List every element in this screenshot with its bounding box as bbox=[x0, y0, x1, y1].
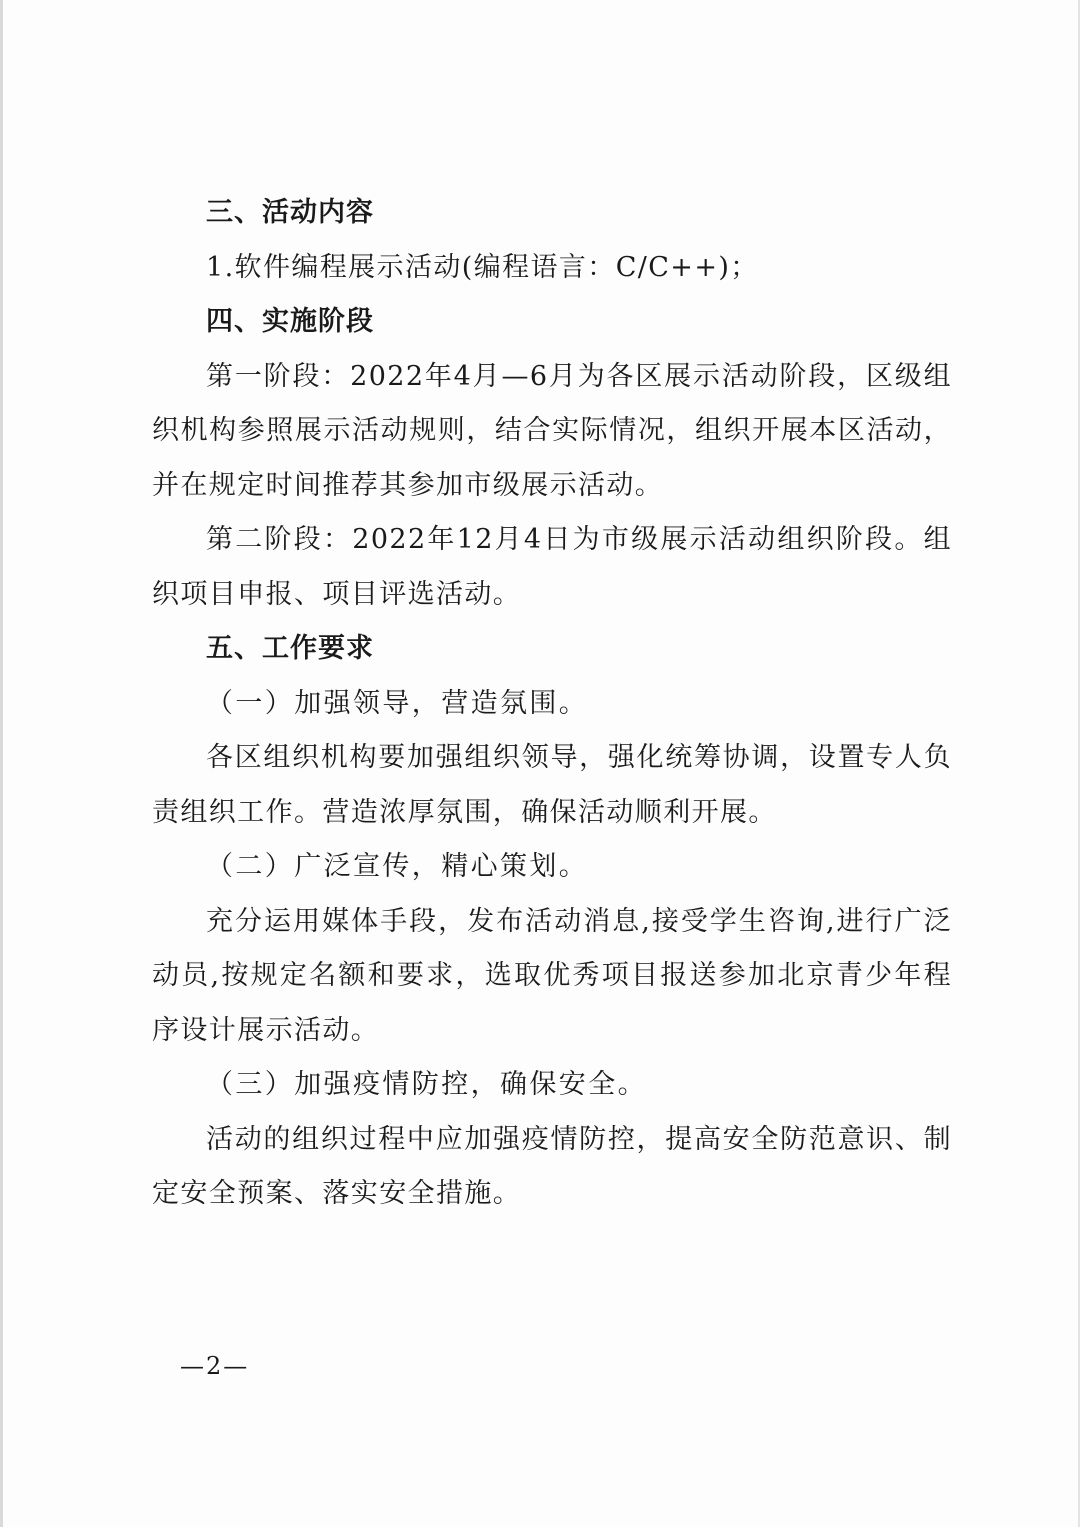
page-edge-left bbox=[0, 0, 3, 1527]
paragraph-epidemic-prevention: 活动的组织过程中应加强疫情防控，提高安全防范意识、制定安全预案、落实安全措施。 bbox=[152, 1123, 952, 1209]
paragraph-stage-one: 第一阶段：2022年4月—6月为各区展示活动阶段，区级组织机构参照展示活动规则，结合实际情况，组织开展本区活动，并在规定时间推荐其参加市级展示活动。 bbox=[152, 360, 952, 501]
paragraph-activity-item-1: 1.软件编程展示活动(编程语言：C/C++)； bbox=[206, 251, 759, 283]
page-number: —2— bbox=[180, 1352, 250, 1380]
section-heading-activity-content: 三、活动内容 bbox=[206, 197, 374, 228]
subheading-leadership: （一）加强领导，营造氛围。 bbox=[206, 687, 589, 719]
document-body bbox=[152, 186, 952, 1222]
subheading-publicity: （二）广泛宣传，精心策划。 bbox=[206, 851, 589, 882]
section-heading-work-requirements: 五、工作要求 bbox=[206, 633, 374, 664]
section-heading-implementation-stages: 四、实施阶段 bbox=[206, 306, 374, 337]
paragraph-publicity: 充分运用媒体手段，发布活动消息,接受学生咨询,进行广泛动员,按规定名额和要求，选取优秀项目报送参加北京青少年程序设计展示活动。 bbox=[152, 905, 952, 1046]
paragraph-leadership: 各区组织机构要加强组织领导，强化统筹协调，设置专人负责组织工作。营造浓厚氛围，确保活动顺利开展。 bbox=[152, 742, 952, 828]
subheading-epidemic-prevention: （三）加强疫情防控，确保安全。 bbox=[206, 1069, 647, 1100]
paragraph-stage-two: 第二阶段：2022年12月4日为市级展示活动组织阶段。组织项目申报、项目评选活动。 bbox=[152, 524, 952, 610]
